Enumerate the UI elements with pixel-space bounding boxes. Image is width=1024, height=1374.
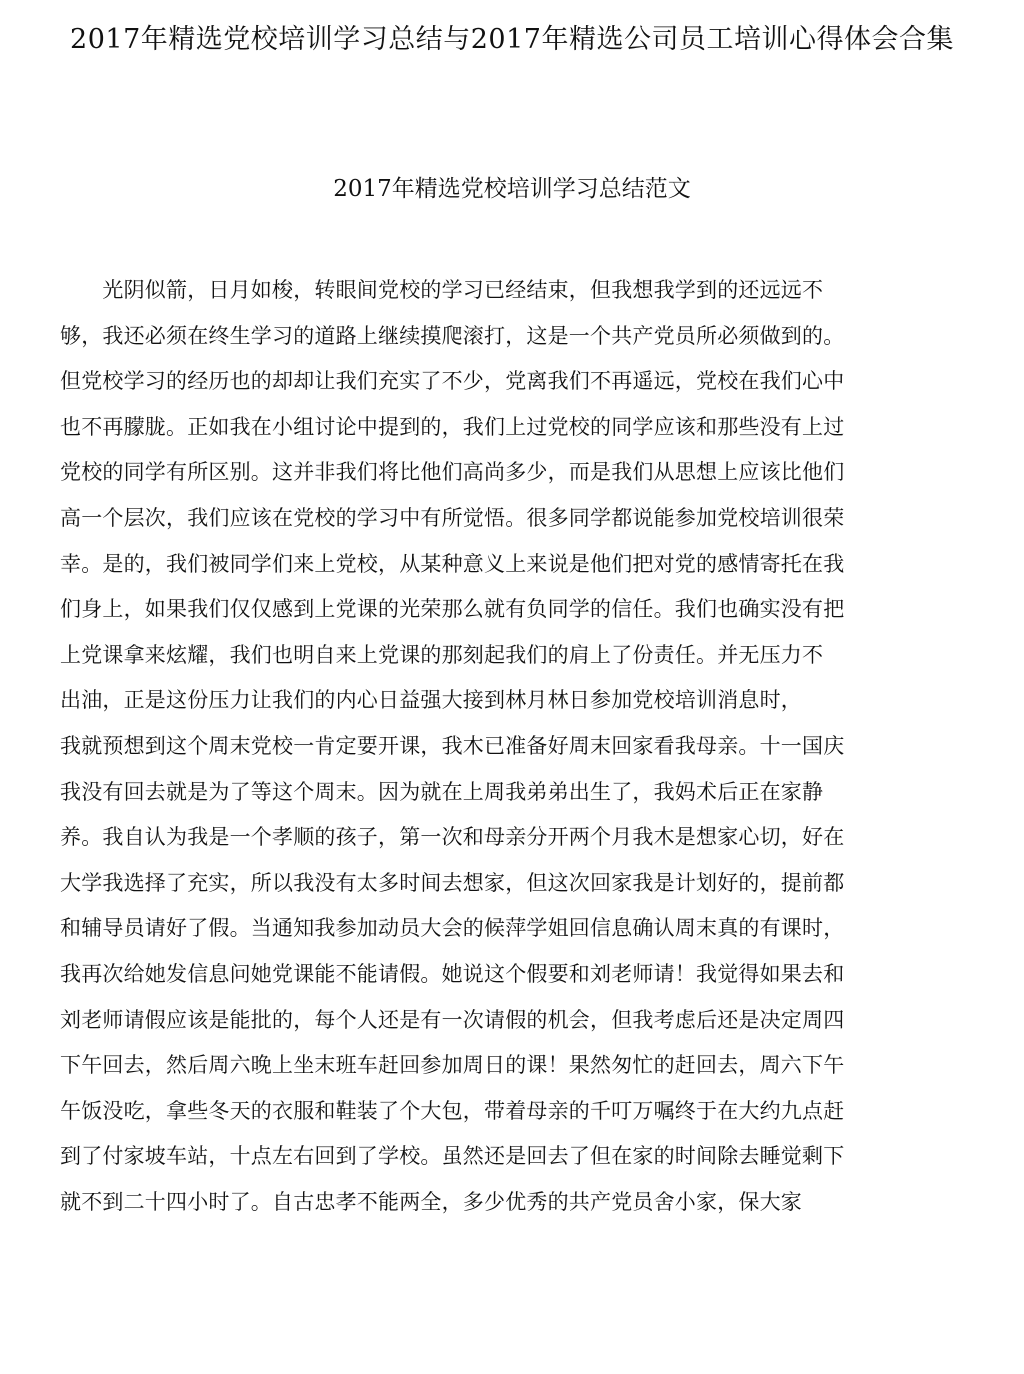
body-line: 和辅导员请好了假。当通知我参加动员大会的候萍学姐回信息确认周末真的有课时，	[60, 916, 845, 941]
body-line: 光阴似箭，日月如梭，转眼间党校的学习已经结束，但我想我学到的还远远不	[60, 278, 824, 302]
body-line: 上党课拿来炫耀，我们也明自来上党课的那刻起我们的肩上了份责任。并无压力不	[60, 642, 824, 667]
body-line: 出油，正是这份压力让我们的内心日益强大接到林月林日参加党校培训消息时，	[60, 688, 802, 713]
body-line: 养。我自认为我是一个孝顺的孩子，第一次和母亲分开两个月我木是想家心切，好在	[60, 825, 845, 850]
body-line: 高一个层次，我们应该在党校的学习中有所觉悟。很多同学都说能参加党校培训很荣	[60, 505, 845, 530]
document-title: 2017年精选党校培训学习总结与2017年精选公司员工培训心得体会合集	[70, 24, 954, 55]
body-line: 们身上，如果我们仅仅感到上党课的光荣那么就有负同学的信任。我们也确实没有把	[60, 597, 845, 622]
body-line: 也不再朦胧。正如我在小组讨论中提到的，我们上过党校的同学应该和那些没有上过	[60, 414, 845, 439]
section-heading: 2017年精选党校培训学习总结范文	[333, 176, 691, 202]
body-line: 我再次给她发信息问她党课能不能请假。她说这个假要和刘老师请！我觉得如果去和	[60, 961, 845, 986]
body-line: 我没有回去就是为了等这个周末。因为就在上周我弟弟出生了，我妈术后正在家静	[60, 779, 824, 804]
body-line: 就不到二十四小时了。自古忠孝不能两全，多少优秀的共产党员舍小家，保大家	[60, 1189, 802, 1214]
body-line: 刘老师请假应该是能批的，每个人还是有一次请假的机会，但我考虑后还是决定周四	[60, 1007, 845, 1032]
body-line: 下午回去，然后周六晚上坐末班车赶回参加周日的课！果然匆忙的赶回去，周六下午	[60, 1053, 845, 1078]
body-line: 午饭没吃，拿些冬天的衣服和鞋装了个大包，带着母亲的千叮万嘱终于在大约九点赶	[60, 1098, 845, 1123]
body-line: 我就预想到这个周末党校一肯定要开课，我木已准备好周末回家看我母亲。十一国庆	[60, 733, 845, 758]
body-text	[60, 268, 940, 1225]
body-line: 够，我还必须在终生学习的道路上继续摸爬滚打，这是一个共产党员所必须做到的。	[60, 323, 845, 348]
body-line: 幸。是的，我们被同学们来上党校，从某种意义上来说是他们把对党的感情寄托在我	[60, 551, 845, 576]
body-line: 党校的同学有所区别。这并非我们将比他们高尚多少，而是我们从思想上应该比他们	[60, 460, 845, 485]
body-line: 到了付家坡车站，十点左右回到了学校。虽然还是回去了但在家的时间除去睡觉剩下	[60, 1144, 845, 1169]
body-line: 大学我选择了充实，所以我没有太多时间去想家，但这次回家我是计划好的，提前都	[60, 870, 845, 895]
body-line: 但党校学习的经历也的却却让我们充实了不少，党离我们不再遥远，党校在我们心中	[60, 369, 845, 394]
